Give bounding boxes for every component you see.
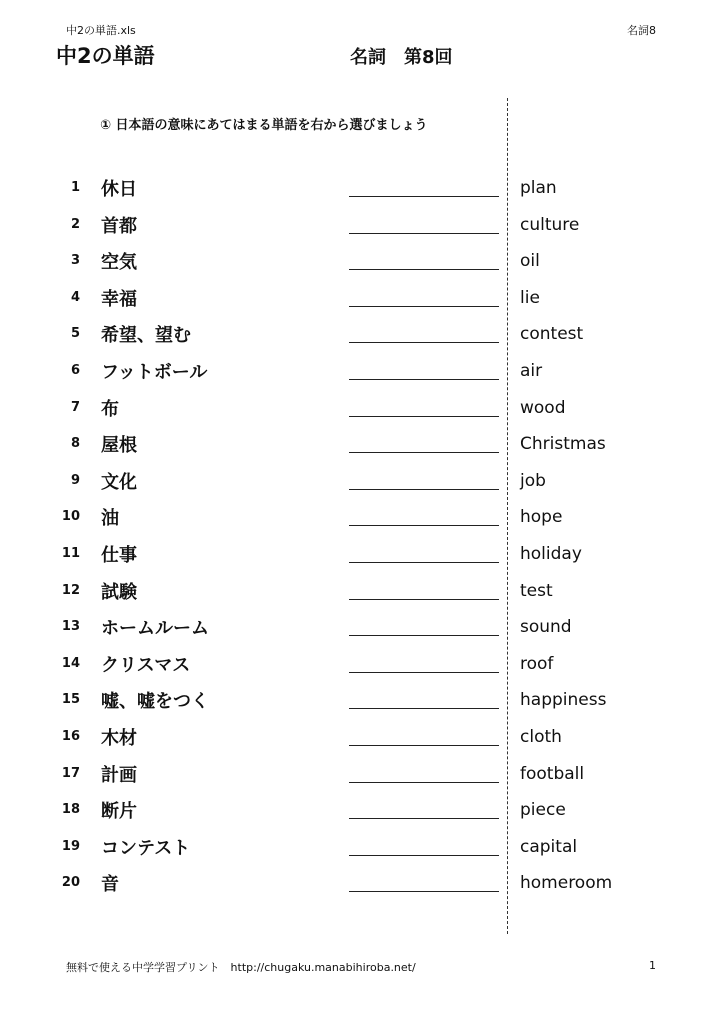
question-row xyxy=(0,245,724,279)
question-row xyxy=(0,318,724,352)
question-number: 14 xyxy=(61,655,80,671)
japanese-word: クリスマス xyxy=(101,654,191,676)
answer-blank[interactable] xyxy=(349,782,499,783)
question-number: 10 xyxy=(61,509,80,525)
question-row xyxy=(0,209,724,243)
answer-blank[interactable] xyxy=(349,745,499,746)
japanese-word: 仕事 xyxy=(101,545,137,566)
answer-blank[interactable] xyxy=(349,635,499,636)
question-row xyxy=(0,355,724,389)
question-row xyxy=(0,831,724,865)
japanese-word: 幸福 xyxy=(101,288,137,310)
answer-blank[interactable] xyxy=(349,269,499,270)
japanese-word: 油 xyxy=(101,508,119,530)
answer-blank[interactable] xyxy=(349,489,499,490)
question-row xyxy=(0,611,724,645)
question-number: 12 xyxy=(61,582,80,598)
english-choice: sound xyxy=(520,617,572,638)
japanese-word: フットボール xyxy=(101,362,208,383)
question-number: 1 xyxy=(70,180,80,195)
japanese-word: 嘘、嘘をつく xyxy=(101,691,209,713)
answer-blank[interactable] xyxy=(349,672,499,673)
question-number: 8 xyxy=(70,436,80,452)
question-row xyxy=(0,501,724,535)
japanese-word: 断片 xyxy=(101,801,137,823)
question-row xyxy=(0,172,724,206)
japanese-word: 音 xyxy=(101,874,119,896)
japanese-word: 希望、望む xyxy=(101,325,191,347)
japanese-word: 文化 xyxy=(101,471,137,493)
question-number: 20 xyxy=(61,875,80,891)
answer-blank[interactable] xyxy=(349,233,499,234)
question-number: 19 xyxy=(61,838,80,854)
question-number: 7 xyxy=(70,399,80,415)
question-number: 3 xyxy=(70,253,80,269)
english-choice: oil xyxy=(520,251,540,272)
question-row xyxy=(0,648,724,682)
question-row xyxy=(0,465,724,499)
english-choice: culture xyxy=(520,214,580,235)
japanese-word: 首都 xyxy=(101,215,137,237)
english-choice: cloth xyxy=(520,727,562,747)
sheet-tag: 名詞8 xyxy=(627,24,656,37)
english-choice: contest xyxy=(520,324,584,345)
question-row xyxy=(0,392,724,426)
english-choice: homeroom xyxy=(520,873,613,894)
answer-blank[interactable] xyxy=(349,452,499,453)
english-choice: piece xyxy=(520,800,566,821)
question-number: 11 xyxy=(61,546,80,561)
english-choice: capital xyxy=(520,836,578,857)
question-number: 9 xyxy=(70,472,80,488)
question-row xyxy=(0,428,724,462)
question-number: 16 xyxy=(61,729,80,744)
instruction: ① 日本語の意味にあてはまる単語を右から選びましょう xyxy=(100,118,428,133)
japanese-word: 屋根 xyxy=(101,435,137,457)
question-number: 2 xyxy=(70,216,80,232)
japanese-word: 空気 xyxy=(101,252,137,274)
question-row xyxy=(0,794,724,828)
answer-blank[interactable] xyxy=(349,416,499,417)
answer-blank[interactable] xyxy=(349,891,499,892)
english-choice: lie xyxy=(520,287,540,308)
english-choice: air xyxy=(520,361,543,381)
answer-blank[interactable] xyxy=(349,599,499,600)
english-choice: plan xyxy=(520,178,557,198)
english-choice: football xyxy=(520,763,585,784)
question-row xyxy=(0,282,724,316)
japanese-word: 木材 xyxy=(101,728,137,749)
question-number: 15 xyxy=(61,692,80,708)
english-choice: test xyxy=(520,580,553,601)
question-row xyxy=(0,575,724,609)
english-choice: roof xyxy=(520,653,554,674)
japanese-word: コンテスト xyxy=(101,837,191,859)
page-number: 1 xyxy=(649,959,656,972)
sheet-title: 名詞 第8回 xyxy=(350,47,453,68)
question-number: 18 xyxy=(61,802,80,818)
japanese-word: 計画 xyxy=(101,764,137,786)
question-number: 17 xyxy=(61,765,80,781)
english-choice: happiness xyxy=(520,690,607,711)
japanese-word: 休日 xyxy=(101,179,137,200)
english-choice: Christmas xyxy=(520,434,606,455)
answer-blank[interactable] xyxy=(349,379,499,380)
footer-text: 無料で使える中学学習プリント http://chugaku.manabihiroba.net/ xyxy=(66,961,416,974)
answer-blank[interactable] xyxy=(349,196,499,197)
english-choice: holiday xyxy=(520,544,582,564)
question-number: 5 xyxy=(70,326,80,342)
japanese-word: ホームルーム xyxy=(101,618,209,640)
question-row xyxy=(0,867,724,901)
answer-blank[interactable] xyxy=(349,818,499,819)
english-choice: wood xyxy=(520,397,566,418)
answer-blank[interactable] xyxy=(349,855,499,856)
japanese-word: 布 xyxy=(101,398,119,420)
question-number: 4 xyxy=(70,289,80,305)
answer-blank[interactable] xyxy=(349,525,499,526)
question-number: 6 xyxy=(70,363,80,378)
answer-blank[interactable] xyxy=(349,708,499,709)
question-row xyxy=(0,721,724,755)
answer-blank[interactable] xyxy=(349,306,499,307)
question-row xyxy=(0,538,724,572)
english-choice: job xyxy=(520,470,546,491)
question-number: 13 xyxy=(61,619,80,635)
book-title: 中2の単語 xyxy=(56,44,155,68)
answer-blank[interactable] xyxy=(349,562,499,563)
file-name: 中2の単語.xls xyxy=(66,24,136,37)
english-choice: hope xyxy=(520,507,563,528)
question-row xyxy=(0,758,724,792)
answer-blank[interactable] xyxy=(349,342,499,343)
japanese-word: 試験 xyxy=(101,581,137,603)
question-row xyxy=(0,684,724,718)
